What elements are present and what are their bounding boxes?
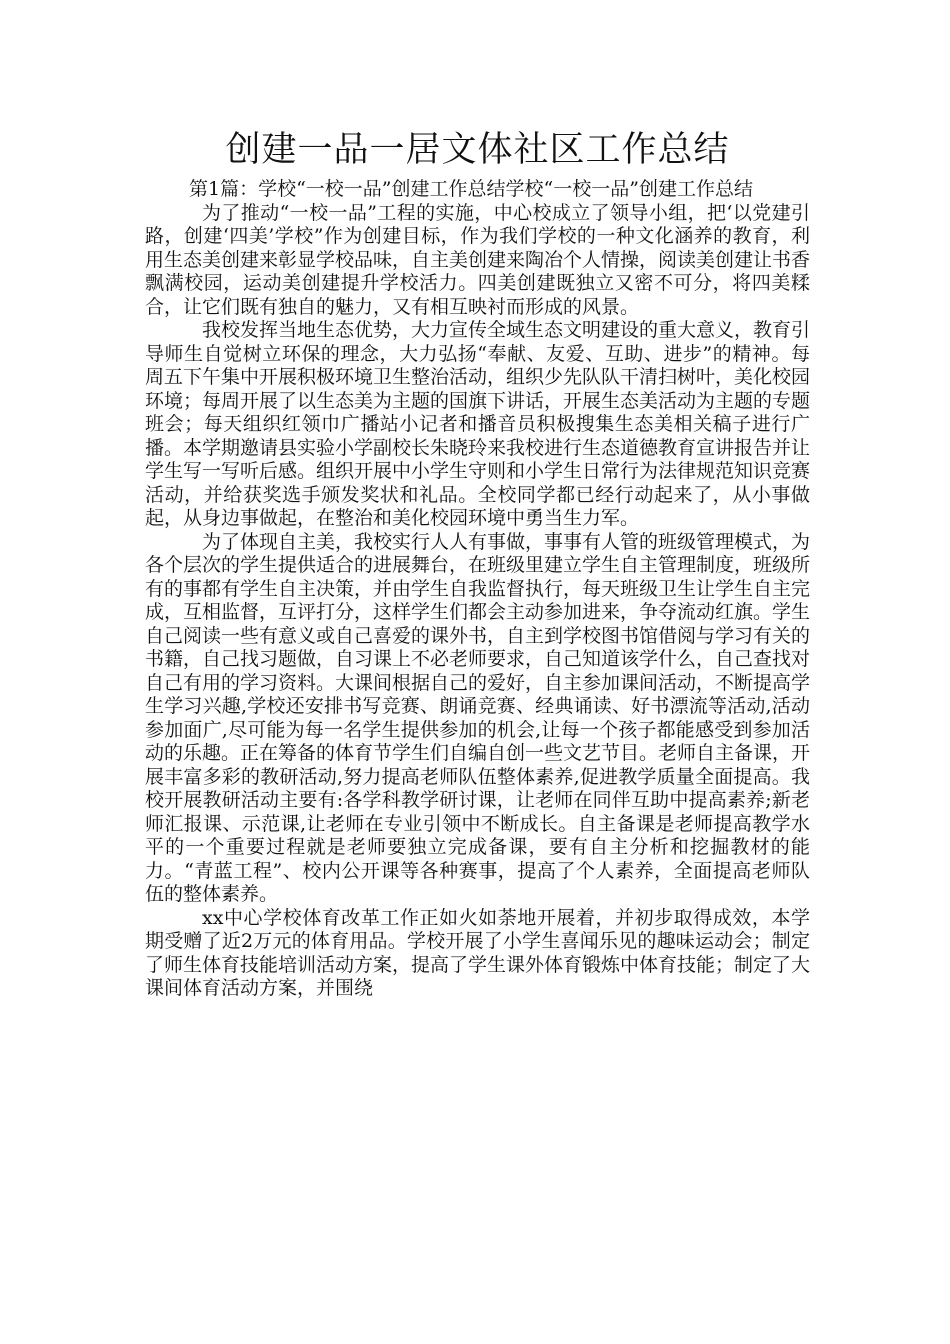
paragraph-2: 我校发挥当地生态优势，大力宣传全域生态文明建设的重大意义，教育引导师生自觉树立环保的理念，大力弘扬“奉献、友爱、互助、进步”的精神。每周五下午集中开展积极环境卫生整治活动，组织少先队队干清扫树叶，美化校园环境；每周开展了以生态美为主题的国旗下讲话，开展生态美活动为主题的专题班会；每天组织红领巾广播站小记者和播音员积极搜集生态美相关稿子进行广播。本学期邀请县实验小学副校长朱晓玲来我校进行生态道德教育宣讲报告并让学生写一写听后感。组织开展中小学生守则和小学生日常行为法律规范知识竞赛活动，并给获奖选手颁发奖状和礼品。全校同学都已经行动起来了，从小事做起，从身边事做起，在整治和美化校园环境中勇当生力军。 [145, 319, 811, 529]
paragraph-3: 为了体现自主美，我校实行人人有事做，事事有人管的班级管理模式，为各个层次的学生提供适合的进展舞台，在班级里建立学生自主管理制度，班级所有的事都有学生自主决策，并由学生自我监督执行，每天班级卫生让学生自主完成，互相监督，互评打分，这样学生们都会主动参加进来，争夺流动红旗。学生自己阅读一些有意义或自己喜爱的课外书，自主到学校图书馆借阅与学习有关的书籍，自己找习题做，自习课上不必老师要求，自己知道该学什么，自己查找对自己有用的学习资料。大课间根据自己的爱好，自主参加课间活动，不断提高学生学习兴趣,学校还安排书写竞赛、朗诵竞赛、经典诵读、好书漂流等活动,活动参加面广,尽可能为每一名学生提供参加的机会,让每一个孩子都能感受到参加活动的乐趣。正在筹备的体育节学生们自编自创一些文艺节目。老师自主备课，开展丰富多彩的教研活动,努力提高老师队伍整体素养,促进教学质量全面提高。我校开展教研活动主要有:各学科教学研讨课，让老师在同伴互助中提高素养;新老师汇报课、示范课,让老师在专业引领中不断成长。自主备课是老师提高教学水平的一个重要过程就是老师要独立完成备课，要有自主分析和挖掘教材的能力。“青蓝工程”、校内公开课等各种赛事，提高了个人素养，全面提高老师队伍的整体素养。 [145, 530, 811, 905]
paragraph-1: 为了推动“一校一品”工程的实施，中心校成立了领导小组，把‘以党建引路，创建‘四美’学校”作为创建目标，作为我们学校的一种文化涵养的教育，利用生态美创建来彰显学校品味，自主美创建来陶冶个人情操，阅读美创建让书香飘满校园，运动美创建提升学校活力。四美创建既独立又密不可分，将四美糅合，让它们既有独自的魅力，又有相互映衬而形成的风景。 [145, 201, 811, 318]
document-page [145, 128, 810, 1001]
document-title: 创建一品一居文体社区工作总结 [225, 130, 730, 170]
section-heading: 第1篇：学校“一校一品”创建工作总结学校“一校一品”创建工作总结 [189, 178, 753, 200]
paragraph-4: xx中心学校体育改革工作正如火如荼地开展着，并初步取得成效，本学期受赠了近2万元的体育用品。学校开展了小学生喜闻乐见的趣味运动会；制定了师生体育技能培训活动方案，提高了学生课外体育锻炼中体育技能；制定了大课间体育活动方案，并围绕 [145, 906, 811, 999]
